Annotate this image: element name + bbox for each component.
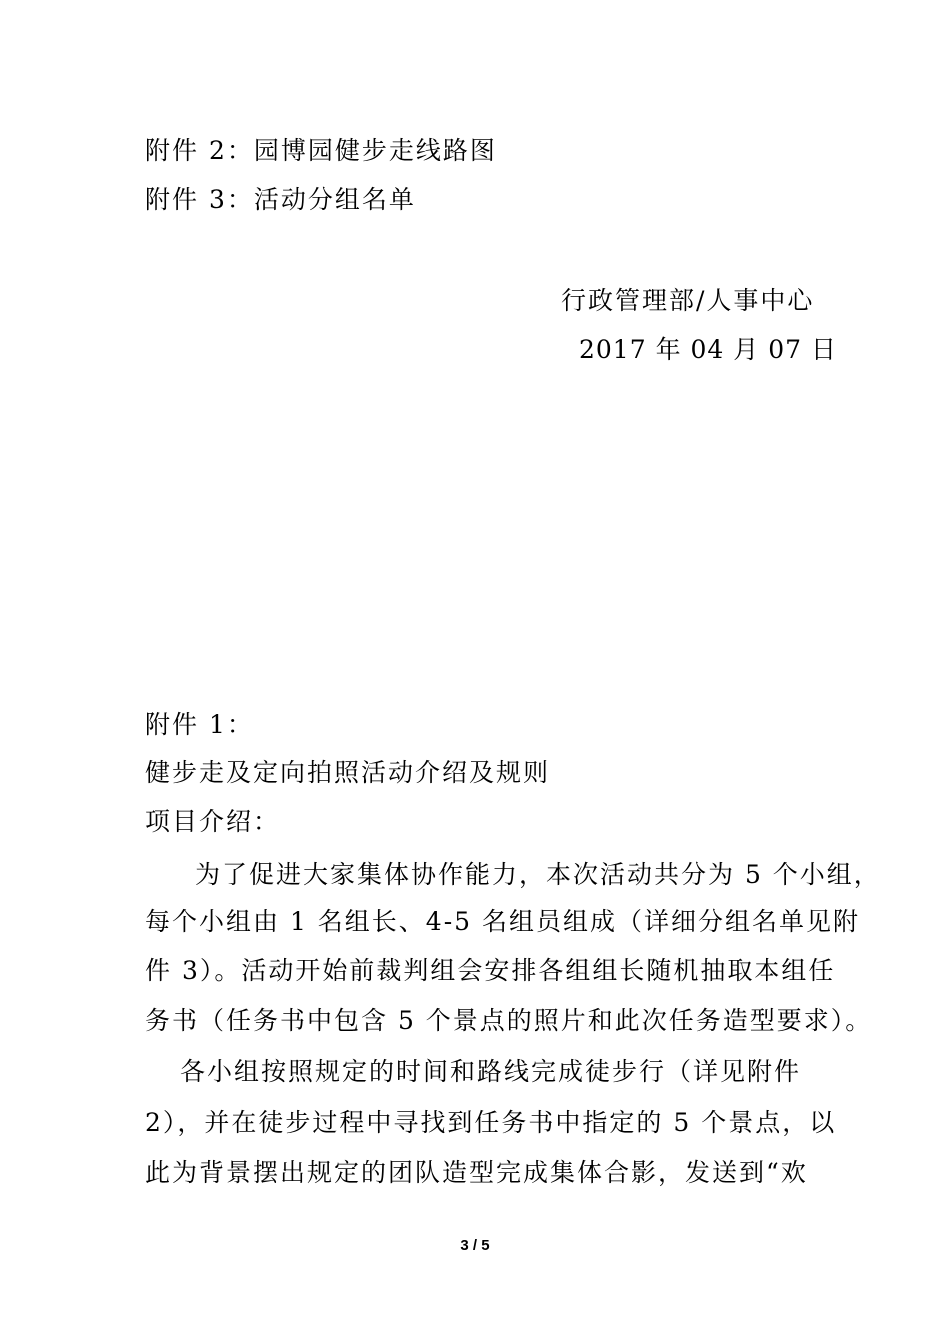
department-signature: 行政管理部/人事中心 [561,286,815,315]
attachment-2-line: 附件 2：园博园健步走线路图 [145,136,497,165]
attachment-1-label: 附件 1： [145,710,254,739]
paragraph-2-line: 各小组按照规定的时间和路线完成徒步行（详见附件 [180,1057,802,1086]
paragraph-1-line: 每个小组由 1 名组长、4-5 名组员组成（详细分组名单见附 [145,907,861,936]
section-heading: 项目介绍： [145,807,281,836]
paragraph-2-line: 2），并在徒步过程中寻找到任务书中指定的 5 个景点，以 [145,1108,837,1137]
paragraph-2-line: 此为背景摆出规定的团队造型完成集体合影，发送到“欢 [145,1158,808,1187]
paragraph-1-line: 件 3）。活动开始前裁判组会安排各组组长随机抽取本组任 [145,956,836,985]
signature-date: 2017 年 04 月 07 日 [579,335,837,364]
paragraph-1-line: 为了促进大家集体协作能力，本次活动共分为 5 个小组， [195,860,881,889]
attachment-3-line: 附件 3：活动分组名单 [145,185,416,214]
page-number: 3 / 5 [460,1237,490,1254]
activity-title: 健步走及定向拍照活动介绍及规则 [145,758,551,787]
paragraph-1-line: 务书（任务书中包含 5 个景点的照片和此次任务造型要求）。 [145,1006,873,1035]
